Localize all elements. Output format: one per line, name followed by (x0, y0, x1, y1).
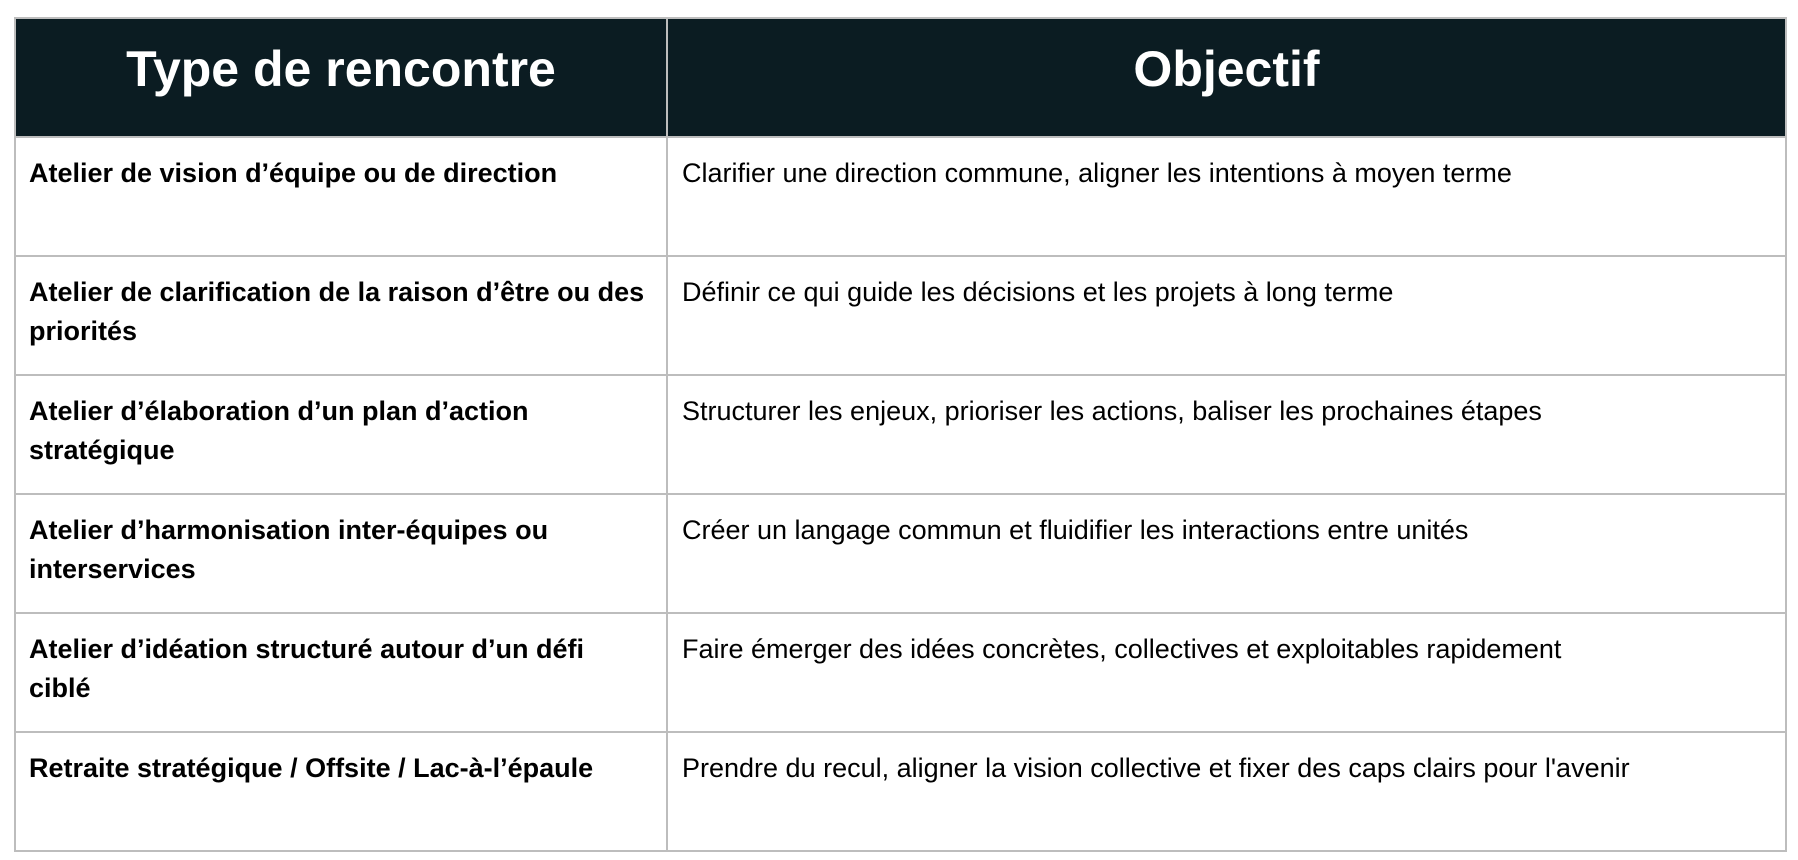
table-row (15, 732, 1786, 851)
objective-cell: Définir ce qui guide les décisions et les projets à long terme (667, 256, 1786, 375)
table-row (15, 375, 1786, 494)
header-type-label: Type de rencontre (126, 40, 556, 97)
table-row (15, 613, 1786, 732)
type-cell: Atelier d’idéation structuré autour d’un défi ciblé (15, 613, 667, 732)
meeting-types-table (14, 17, 1787, 852)
header-objectif (667, 18, 1786, 137)
objective-cell: Créer un langage commun et fluidifier les interactions entre unités (667, 494, 1786, 613)
table-row (15, 494, 1786, 613)
table-row (15, 137, 1786, 256)
header-row (15, 18, 1786, 137)
type-cell: Atelier d’élaboration d’un plan d’action stratégique (15, 375, 667, 494)
table-header (15, 18, 1786, 137)
table-body (15, 137, 1786, 851)
objective-cell: Prendre du recul, aligner la vision collective et fixer des caps clairs pour l'avenir (667, 732, 1786, 851)
table-row (15, 256, 1786, 375)
objective-cell: Structurer les enjeux, prioriser les actions, baliser les prochaines étapes (667, 375, 1786, 494)
type-cell: Atelier de vision d’équipe ou de direction (15, 137, 667, 256)
objective-cell: Clarifier une direction commune, aligner les intentions à moyen terme (667, 137, 1786, 256)
objective-cell: Faire émerger des idées concrètes, collectives et exploitables rapidement (667, 613, 1786, 732)
header-objectif-label: Objectif (1133, 40, 1320, 97)
meeting-types-table-container (14, 17, 1785, 852)
header-type-de-rencontre (15, 18, 667, 137)
type-cell: Atelier d’harmonisation inter-équipes ou interservices (15, 494, 667, 613)
type-cell: Atelier de clarification de la raison d’être ou des priorités (15, 256, 667, 375)
type-cell: Retraite stratégique / Offsite / Lac-à-l’épaule (15, 732, 667, 851)
